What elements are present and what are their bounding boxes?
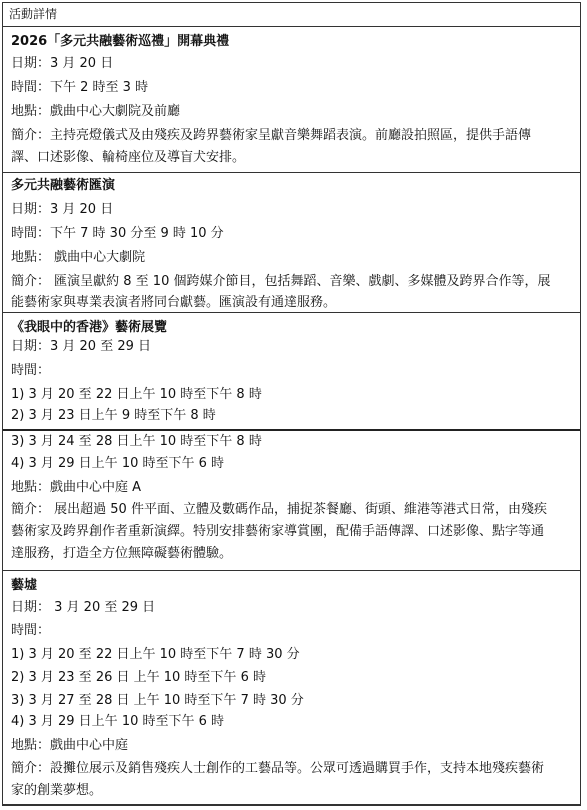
event-time-slot: 1) 3 月 20 至 22 日上午 10 時至下午 8 時: [11, 387, 262, 402]
event-title: 《我眼中的香港》藝術展覽: [11, 320, 168, 335]
event-description: 簡介： 匯演呈獻約 8 至 10 個跨媒介節目，包括舞蹈、音樂、戲劇、多媒體及跨界合作等，展: [11, 274, 551, 289]
event-description: 簡介： 展出超過 50 件平面、立體及數碼作品，捕捉茶餐廳、街頭、維港等港式日常，由殘疾: [11, 502, 547, 517]
event-art-market: [3, 571, 580, 805]
event-time-slot: 1) 3 月 20 至 22 日上午 10 時至下午 7 時 30 分: [11, 647, 300, 662]
event-description-cont: 家的創業夢想。: [11, 783, 103, 798]
event-venue: 地點：戲曲中心中庭: [11, 738, 129, 753]
event-date: 日期：3 月 20 日: [11, 56, 114, 71]
event-date: 日期：3 月 20 至 29 日: [11, 339, 152, 354]
event-description-cont: 藝術家及跨界創作者重新演繹。特別安排藝術家導賞團，配備手語傳譯、口述影像、點字等通: [11, 524, 545, 539]
event-title: 多元共融藝術匯演: [11, 178, 116, 193]
event-exhibition-part2: [3, 431, 580, 571]
page-break-divider: [3, 429, 580, 431]
event-time-slot: 2) 3 月 23 至 26 日 上午 10 時至下午 6 時: [11, 670, 266, 685]
event-time: 時間：下午 2 時至 3 時: [11, 80, 149, 95]
event-date: 日期：3 月 20 日: [11, 202, 114, 217]
event-time-slot: 4) 3 月 29 日上午 10 時至下午 6 時: [11, 714, 225, 729]
event-opening-ceremony: [3, 27, 580, 173]
event-date: 日期： 3 月 20 至 29 日: [11, 600, 156, 615]
event-time-slot: 4) 3 月 29 日上午 10 時至下午 6 時: [11, 456, 225, 471]
event-description: 簡介：主持亮燈儀式及由殘疾及跨界藝術家呈獻音樂舞蹈表演。前廳設拍照區，提供手語傳: [11, 128, 532, 143]
event-venue: 地點： 戲曲中心大劇院: [11, 250, 146, 265]
event-time-slot: 2) 3 月 23 日上午 9 時至下午 8 時: [11, 408, 216, 423]
event-title: 2026「多元共融藝術巡禮」開幕典禮: [11, 34, 230, 49]
event-gala-performance: [3, 173, 580, 313]
table-header: 活動詳情: [9, 7, 58, 21]
event-description-cont: 達服務，打造全方位無障礙藝術體驗。: [11, 546, 233, 561]
event-description-cont: 譯、口述影像、輪椅座位及導盲犬安排。: [11, 150, 246, 165]
event-description-cont: 能藝術家與專業表演者將同台獻藝。匯演設有通達服務。: [11, 295, 337, 310]
table-header-row: [3, 3, 580, 27]
event-venue: 地點：戲曲中心大劇院及前廳: [11, 104, 181, 119]
event-details-table: [2, 2, 581, 806]
event-time-label: 時間：: [11, 363, 51, 378]
event-time: 時間：下午 7 時 30 分至 9 時 10 分: [11, 226, 224, 241]
event-exhibition-part1: [3, 313, 580, 431]
event-time-slot: 3) 3 月 27 至 28 日 上午 10 時至下午 7 時 30 分: [11, 693, 304, 708]
event-time-label: 時間：: [11, 623, 51, 638]
event-venue: 地點：戲曲中心中庭 A: [11, 480, 142, 495]
event-description: 簡介：設攤位展示及銷售殘疾人士創作的工藝品等。公眾可透過購買手作，支持本地殘疾藝術: [11, 761, 545, 776]
event-title: 藝墟: [11, 578, 38, 593]
event-time-slot: 3) 3 月 24 至 28 日上午 10 時至下午 8 時: [11, 434, 262, 449]
